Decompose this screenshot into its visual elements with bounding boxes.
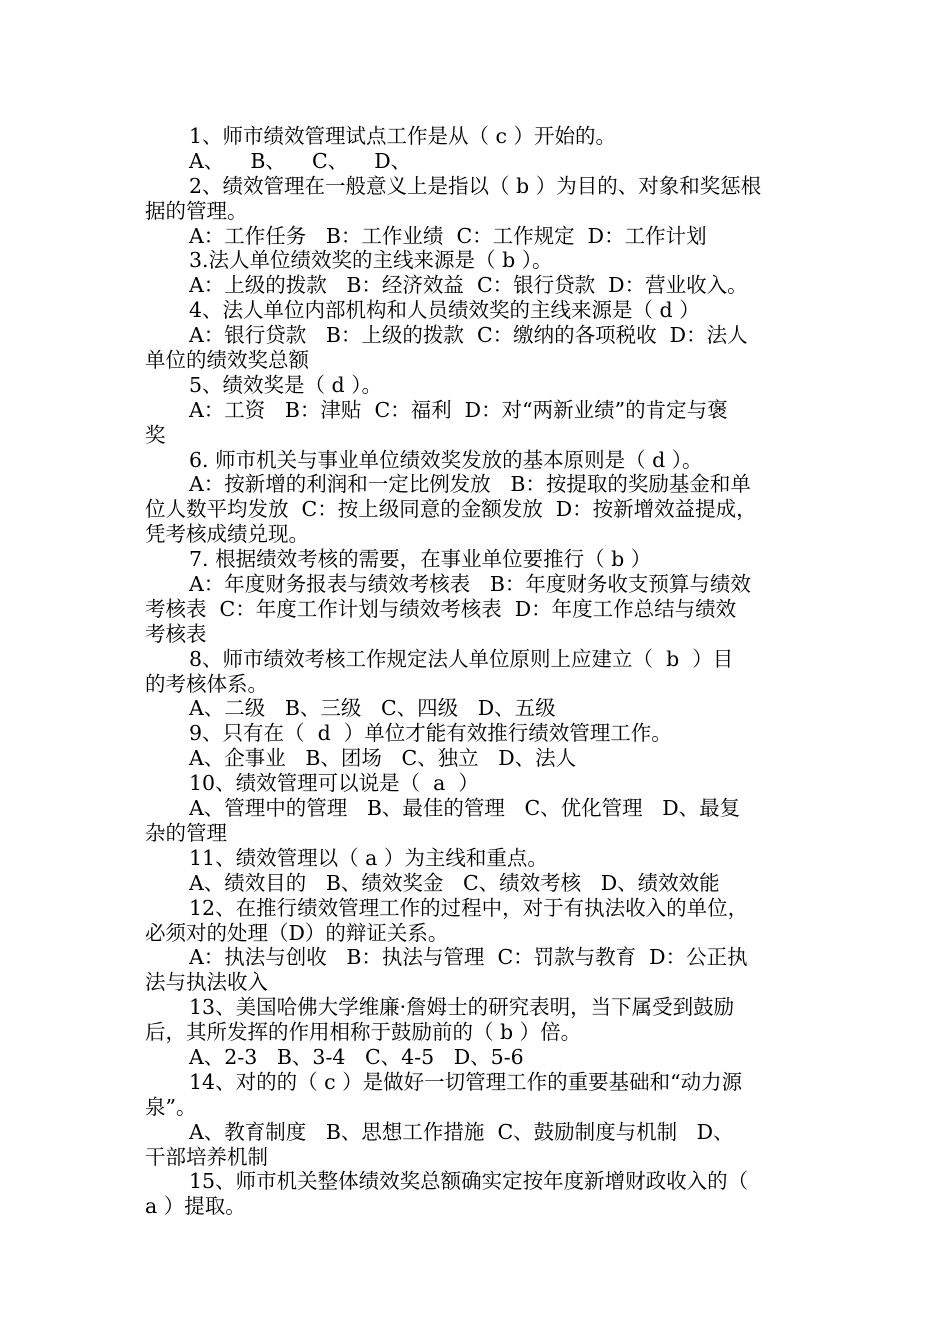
text-line: 2、绩效管理在一般意义上是指以（ b ）为目的、对象和奖惩根 <box>189 173 762 198</box>
text-line: 10、绩效管理可以说是（ a ） <box>189 771 479 796</box>
text-line: 7. 根据绩效考核的需要，在事业单位要推行（ b ） <box>189 547 652 572</box>
text-line: A：按新增的利润和一定比例发放 B：按提取的奖励基金和单 <box>189 472 751 497</box>
text-line: 考核表 <box>145 621 207 646</box>
text-line: 8、师市绩效考核工作规定法人单位原则上应建立（ b ）目 <box>189 646 734 671</box>
text-line: A、 B、 C、 D、 <box>189 148 412 173</box>
text-line: 4、法人单位内部机构和人员绩效奖的主线来源是（ d ） <box>189 298 700 323</box>
text-line: A、绩效目的 B、绩效奖金 C、绩效考核 D、绩效效能 <box>189 870 720 895</box>
text-line: A：工资 B：津贴 C：福利 D：对“两新业绩”的肯定与褒 <box>189 397 728 422</box>
text-line: 13、美国哈佛大学维廉·詹姆士的研究表明，当下属受到鼓励 <box>189 995 735 1020</box>
text-line: A、教育制度 B、思想工作措施 C、鼓励制度与机制 D、 <box>189 1119 734 1144</box>
text-line: 14、对的的（ c ）是做好一切管理工作的重要基础和“动力源 <box>189 1069 743 1094</box>
text-line: 考核表 C：年度工作计划与绩效考核表 D：年度工作总结与绩效 <box>145 596 737 621</box>
document-body <box>145 124 810 1219</box>
text-line: A：年度财务报表与绩效考核表 B：年度财务收支预算与绩效 <box>189 572 751 597</box>
text-line: 12、在推行绩效管理工作的过程中，对于有执法收入的单位， <box>189 895 749 920</box>
text-line: a ）提取。 <box>145 1194 246 1219</box>
text-line: A：工作任务 B：工作业绩 C：工作规定 D：工作计划 <box>189 223 707 248</box>
text-line: 干部培养机制 <box>145 1144 268 1169</box>
text-line: 法与执法收入 <box>145 970 268 995</box>
text-line: 单位的绩效奖总额 <box>145 348 309 373</box>
text-line: A、企事业 B、团场 C、独立 D、法人 <box>189 746 577 771</box>
text-line: A、2-3 B、3-4 C、4-5 D、5-6 <box>189 1044 524 1069</box>
text-line: 11、绩效管理以（ a ）为主线和重点。 <box>189 845 548 870</box>
text-line: 据的管理。 <box>145 198 248 223</box>
text-line: 奖 <box>145 422 166 447</box>
text-line: 3.法人单位绩效奖的主线来源是（ b ）。 <box>189 248 553 273</box>
text-line: A：银行贷款 B：上级的拨款 C：缴纳的各项税收 D：法人 <box>189 323 748 348</box>
text-line: 1、师市绩效管理试点工作是从（ c ）开始的。 <box>189 124 617 148</box>
text-line: 必须对的处理（D）的辩证关系。 <box>145 920 449 945</box>
text-line: A：执法与创收 B：执法与管理 C：罚款与教育 D：公正执 <box>189 945 748 970</box>
text-line: 杂的管理 <box>145 820 227 845</box>
text-line: 6. 师市机关与事业单位绩效奖发放的基本原则是（ d ）。 <box>189 447 703 472</box>
text-line: 凭考核成绩兑现。 <box>145 522 309 547</box>
text-line: 位人数平均发放 C：按上级同意的金额发放 D：按新增效益提成， <box>145 497 757 522</box>
text-line: 泉”。 <box>145 1094 197 1119</box>
text-line: A、管理中的管理 B、最佳的管理 C、优化管理 D、最复 <box>189 796 741 821</box>
text-line: 后，其所发挥的作用相称于鼓励前的（ b ）倍。 <box>145 1020 582 1045</box>
text-line: 5、绩效奖是（ d ）。 <box>189 372 382 397</box>
text-line: 的考核体系。 <box>145 671 268 696</box>
text-line: 15、师市机关整体绩效奖总额确实定按年度新增财政收入的（ <box>189 1169 749 1194</box>
text-line: 9、只有在（ d ）单位才能有效推行绩效管理工作。 <box>189 721 672 746</box>
text-line: A：上级的拨款 B：经济效益 C：银行贷款 D：营业收入。 <box>189 273 748 298</box>
text-line: A、二级 B、三级 C、四级 D、五级 <box>189 696 556 721</box>
